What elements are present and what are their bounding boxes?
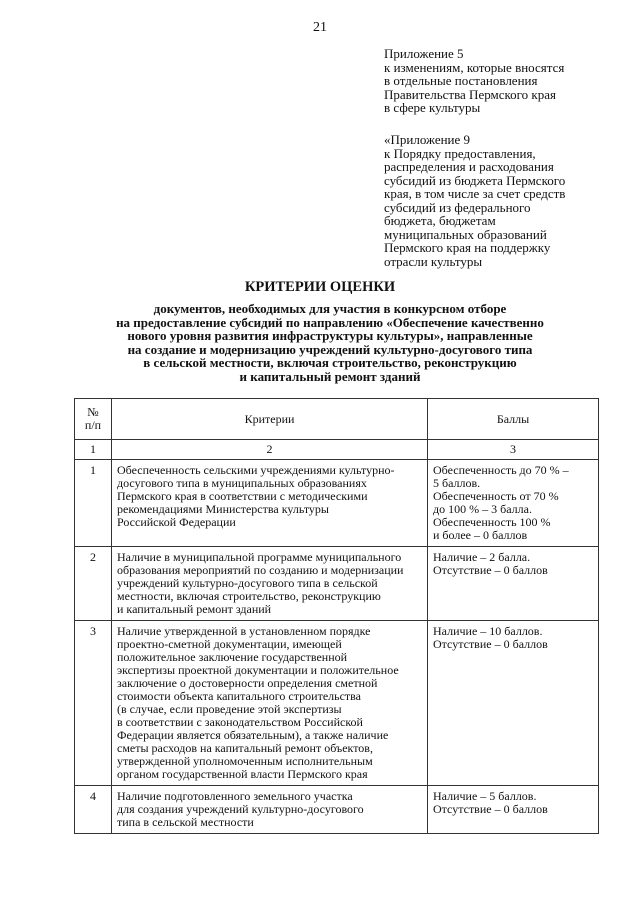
criteria-line: для создания учреждений культурно-досугового (117, 802, 364, 816)
score-line: 5 баллов. (433, 476, 481, 490)
appendix-5-heading (384, 47, 624, 115)
document-title: КРИТЕРИИ ОЦЕНКИ (244, 279, 396, 295)
row-number: 3 (75, 621, 112, 786)
header-num-line: № (87, 405, 99, 419)
table-row (75, 786, 599, 834)
criteria-line: Наличие в муниципальной программе муниципального (117, 550, 402, 564)
criteria-line: Наличие утвержденной в установленном порядке (117, 624, 371, 638)
score-line: и более – 0 баллов (433, 528, 528, 542)
score-line: Обеспеченность от 70 % (433, 489, 559, 503)
criteria-line: Пермского края в соответствии с методическими (117, 489, 368, 503)
index-cell: 2 (112, 440, 428, 460)
row-number: 4 (75, 786, 112, 834)
header-num-line: п/п (84, 418, 102, 432)
criteria-line: Российской Федерации (117, 515, 236, 529)
row-criteria (112, 460, 428, 547)
criteria-line: положительное заключение государственной (117, 650, 348, 664)
score-line: до 100 % – 3 балла. (433, 502, 532, 516)
row-number: 1 (75, 460, 112, 547)
table-row (75, 621, 599, 786)
table-row (75, 460, 599, 547)
subtitle-line: документов, необходимых для участия в конкурсном отборе (153, 301, 507, 316)
row-score (428, 621, 599, 786)
header-num (75, 399, 112, 440)
page-number: 21 (313, 20, 327, 35)
appendix-5-line: в сфере культуры (384, 100, 481, 115)
document-subtitle (60, 302, 600, 384)
score-line: Наличие – 10 баллов. (433, 624, 543, 638)
row-score (428, 547, 599, 621)
criteria-line: образования мероприятий по созданию и модернизации (117, 563, 404, 577)
subtitle-line: и капитальный ремонт зданий (239, 368, 421, 384)
criteria-line: Федерации является обязательным), а также наличие (117, 728, 389, 742)
criteria-line: и капитальный ремонт зданий (117, 602, 272, 616)
appendix-9-line: «Приложение 9 (384, 132, 471, 147)
criteria-line: органом государственной власти Пермского края (117, 767, 368, 781)
score-line: Наличие – 5 баллов. (433, 789, 537, 803)
criteria-line: Обеспеченность сельскими учреждениями культурно- (117, 463, 395, 477)
criteria-line: экспертизы проектной документации и положительное (117, 663, 399, 677)
subtitle-line: в сельской местности, включая строительство, реконструкцию (143, 355, 517, 371)
appendix-9-line: Пермского края на поддержку (384, 240, 551, 255)
header-criteria: Критерии (112, 399, 428, 440)
appendix-9-line: субсидий из бюджета Пермского (384, 172, 566, 188)
criteria-line: проектно-сметной документации, имеющей (117, 637, 342, 651)
row-criteria (112, 621, 428, 786)
table-header-row (75, 399, 599, 440)
appendix-9-line: края, в том числе за счет средств (384, 186, 566, 201)
appendix-5-line: к изменениям, которые вносятся (384, 59, 565, 75)
criteria-line: учреждений культурно-досугового типа в сельской (117, 576, 378, 590)
appendix-5-line: в отдельные постановления (384, 73, 538, 88)
header-score: Баллы (428, 399, 599, 440)
criteria-line: досугового типа в муниципальных образованиях (117, 476, 367, 490)
row-score (428, 786, 599, 834)
criteria-line: заключение о достоверности определения сметной (117, 676, 378, 690)
index-cell: 1 (75, 440, 112, 460)
subtitle-line: на предоставление субсидий по направлению «Обеспечение качественно (116, 314, 544, 330)
table-index-row (75, 440, 599, 460)
criteria-line: типа в сельской местности (117, 815, 254, 829)
row-criteria (112, 786, 428, 834)
score-line: Отсутствие – 0 баллов (433, 563, 548, 577)
appendix-9-line: к Порядку предоставления, (384, 145, 536, 161)
criteria-line: утвержденной уполномоченным исполнительным (117, 754, 373, 768)
row-number: 2 (75, 547, 112, 621)
subtitle-line: нового уровня развития инфраструктуры культуры», направленные (127, 328, 533, 344)
score-line: Обеспеченность 100 % (433, 515, 551, 529)
criteria-line: в соответствии с законодательством Российской (117, 715, 363, 729)
criteria-line: Наличие подготовленного земельного участка (117, 789, 353, 803)
criteria-table (74, 398, 599, 834)
appendix-9-line: отрасли культуры (384, 253, 483, 269)
score-line: Отсутствие – 0 баллов (433, 637, 548, 651)
score-line: Наличие – 2 балла. (433, 550, 531, 564)
criteria-line: (в случае, если проведение этой экспертизы (117, 702, 342, 716)
row-criteria (112, 547, 428, 621)
table-row (75, 547, 599, 621)
score-line: Обеспеченность до 70 % – (433, 463, 569, 477)
subtitle-line: на создание и модернизацию учреждений культурно-досугового типа (127, 341, 533, 357)
appendix-9-line: муниципальных образований (384, 226, 547, 242)
appendix-9-line: субсидий из федерального (384, 199, 531, 215)
criteria-line: местности, включая строительство, реконструкцию (117, 589, 381, 603)
appendix-9-line: бюджета, бюджетам (384, 213, 496, 228)
appendix-9-heading (384, 133, 624, 268)
criteria-line: рекомендациями Министерства культуры (117, 502, 329, 516)
appendix-9-line: распределения и расходования (384, 159, 554, 174)
index-cell: 3 (428, 440, 599, 460)
appendix-5-line: Приложение 5 (384, 46, 464, 61)
appendix-5-line: Правительства Пермского края (384, 86, 556, 102)
criteria-line: стоимости объекта капитального строительства (117, 689, 362, 703)
score-line: Отсутствие – 0 баллов (433, 802, 548, 816)
criteria-line: сметы расходов на капитальный ремонт объектов, (117, 741, 373, 755)
row-score (428, 460, 599, 547)
